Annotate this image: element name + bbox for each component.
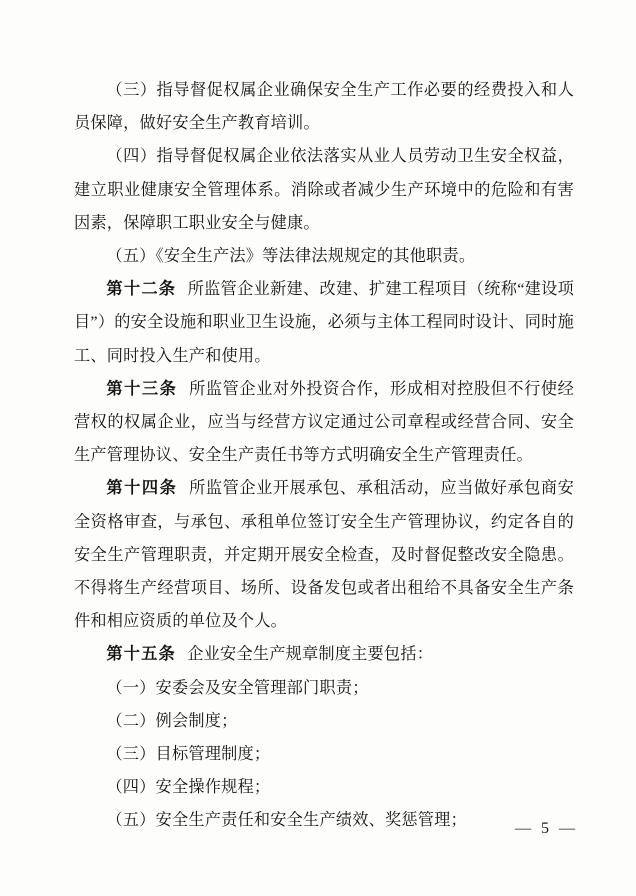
article-body-text: 所监管企业对外投资合作，形成相对控股但不行使经营权的权属企业，应当与经营方议定通过公司章程或经营合同、安全生产管理协议、安全生产责任书等方式明确安全生产管理责任。 xyxy=(74,379,574,465)
list-item: （二）例会制度； xyxy=(106,711,238,730)
article-paragraph-13 xyxy=(74,373,574,473)
article-body-text: 所监管企业新建、改建、扩建工程项目（统称“建设项目”）的安全设施和职业卫生设施，必须与主体工程同时设计、同时施工、同时投入生产和使用。 xyxy=(74,280,574,365)
list-item: （四）安全操作规程； xyxy=(106,778,271,797)
article-number-label: 第十四条 xyxy=(106,479,178,498)
list-item: （三）指导督促权属企业确保安全生产工作必要的经费投入和人员保障，做好安全生产教育培训。 xyxy=(74,81,574,133)
article-body-text: 企业安全生产规章制度主要包括： xyxy=(187,645,434,664)
list-item: （五）《安全生产法》等法律法规规定的其他职责。 xyxy=(106,247,476,266)
article-paragraph-14 xyxy=(74,472,574,638)
article-number-label: 第十二条 xyxy=(106,280,177,299)
list-item: （三）目标管理制度； xyxy=(106,745,271,764)
article-number-label: 第十三条 xyxy=(106,379,178,398)
list-item: （一）安委会及安全管理部门职责； xyxy=(106,678,369,697)
article-paragraph-12 xyxy=(74,273,574,373)
article-number-label: 第十五条 xyxy=(106,645,176,664)
list-item: （四）指导督促权属企业依法落实从业人员劳动卫生安全权益，建立职业健康安全管理体系。消除或者减少生产环境中的危险和有害因素，保障职工职业安全与健康。 xyxy=(74,147,574,232)
article-paragraph-15 xyxy=(74,638,574,671)
list-item: （五）安全生产责任和安全生产绩效、奖惩管理； xyxy=(106,811,467,830)
document-body xyxy=(74,74,574,838)
article-body-text: 所监管企业开展承包、承租活动，应当做好承包商安全资格审查，与承包、承租单位签订安全生产管理协议，约定各自的安全生产管理职责，并定期开展安全检查，及时督促整改安全隐患。不得将生产经营项目、场所、设备发包或者出租给不具备安全生产条件和相应资质的单位及个人。 xyxy=(74,479,574,631)
page-number: — 5 — xyxy=(515,820,578,837)
